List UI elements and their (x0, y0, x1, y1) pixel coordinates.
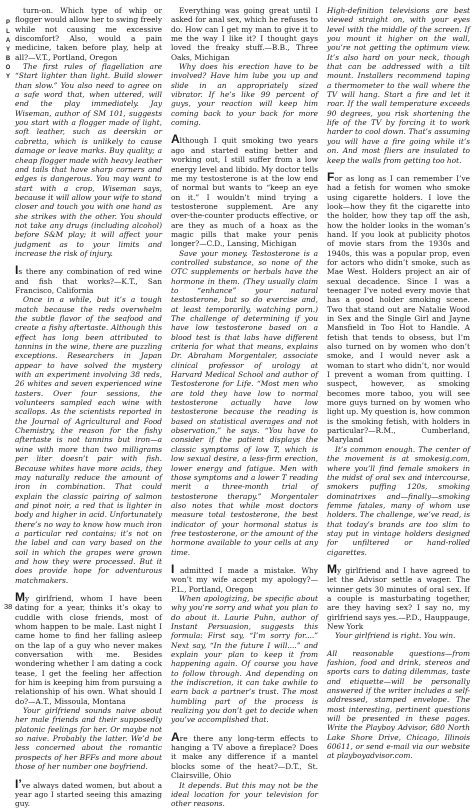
column-2 (171, 6, 318, 809)
answer-paragraph: Save your money. Testosterone is a controlled substance, so none of the OTC supplements or herbals have the hormone in them. (They usually claim to “enhance” your natural testosterone, but so do exercise and, at least temporarily, watching porn.) The challenge of determining if you have low testosterone based on a blood test is that labs have different criteria for what that means, explains Dr. Abraham Morgentaler, associate clinical professor of urology at Harvard Medical School and author of Testosterone for Life. “Most men who are told they have low to normal testosterone actually have low testosterone because the reading is based on statistical averages and not observation,” he says. “You have to consider if the patient displays the classic symptoms of low T, which is low sexual desire, a less-firm erection, lower energy and fatigue. Men with those symptoms and a lower T reading merit a three-month trial of testosterone therapy.” Morgentaler also notes that while most doctors measure total testosterone, the best indicator of your hormonal status is free testosterone, or the amount of the hormone available to your cells at any time. (171, 248, 318, 557)
answer-paragraph: High-definition televisions are best viewed straight on, with your eyes level with the middle of the screen. If you mount it higher on the wall, you’re not getting the optimum view. It’s also hard on your neck, though that can be addressed with a tilt mount. Installers recommend taping a thermometer to the wall where the TV will hang. Start a fire and let it roar. If the wall temperature exceeds 90 degrees, you risk shortening the life of the TV by forcing it to work harder to cool down. That’s assuming you will have a fire going while it’s on. And most fliers are insulated to keep the walls from getting too hot. (327, 6, 470, 165)
answer-paragraph: The first rules of flagellation are “Start lighter than light. Build slower than slow.” You also need to agree on a safe word that, when uttered, will end the play immediately. Jay Wiseman, author of SM 101, suggests you start with a flogger made of light, soft leather, such as deerskin or cabretta, which is unlikely to cause damage or leave marks. Buy quality; a cheap flogger made with heavy leather and tails that have sharp corners and edges is dangerous. You may want to start with a crop, Wiseman says, because it will allow your wife to stand closer and touch you with one hand as she strikes with the other. You should not take any drugs (including alcohol) before S&M play; it will affect your judgment as to your limits and increase the risk of injury. (15, 62, 162, 258)
question-paragraph: My girlfriend and I have agreed to let the Advisor settle a wager. The winner gets 30 minutes of oral sex. If a couple is masturbating together, are they having sex? I say no, my girlfriend says yes.—P.D., Hauppauge, New York (327, 561, 470, 631)
column-3 (327, 6, 470, 761)
page-number: 38 (4, 602, 13, 611)
answer-paragraph: It depends. But this may not be the ideal location for your television for other reasons. (171, 780, 318, 809)
answer-paragraph: Once in a while, but it’s a tough match because the reds overwhelm the subtle flavor of the seafood and create a fishy aftertaste. Although this effect has long been attributed to tannins in the wine, there are puzzling exceptions. Researchers in Japan appear to have solved the mystery with an experiment involving 38 reds, 26 whites and seven experienced wine tasters. Over four sessions, the volunteers sampled each wine with scallops. As the scientists reported in the Journal of Agricultural and Food Chemistry, the reason for the fishy aftertaste is not tannins but iron—a wine with more than two milligrams per liter doesn’t pair with fish. Because whites have more acids, they may naturally reduce the amount of iron in combination. That could explain the classic pairing of salmon and pinot noir, a red that is lighter in body and higher in acid. Unfortunately there’s no way to know how much iron a particular red contains; it’s not on the label and can vary based on the soil in which the grapes were grown and how they were processed. But it does provide hope for adventurous matchmakers. (15, 295, 162, 585)
question-paragraph: Everything was going great until I asked for anal sex, which he refuses to do. How can I get my man to give it to me the way I like it? I thought gays loved the freaky stuff.—B.B., Three Oaks, Michigan (171, 6, 318, 62)
answer-paragraph: Why does his erection have to be involved? Have him lube you up and slide in an appropriately sized vibrator. If he’s like 99 percent of guys, your reaction will keep him coming back to your back for more coming. (171, 62, 318, 128)
question-paragraph: turn-on. Which type of whip or flogger would allow her to swing freely while not causing me excessive discomfort? Also, would a pain medicine, taken before play, help at all?—V.T., Portland, Oregon (15, 6, 162, 62)
question-paragraph: Are there any long-term effects to hanging a TV above a fireplace? Does it make any difference if a mantel blocks some of the heat?—D.T., St. Clairsville, Ohio (171, 729, 318, 781)
question-paragraph: Is there any combination of red wine and fish that works?—K.T., San Francisco, California (15, 263, 162, 295)
answer-paragraph: Your girlfriend sounds naive about her male friends and their supposedly platonic feelings for her. Or maybe not so naive. Probably the latter. We’d be less concerned about the romantic prospects of her BFFs and more about those of her number one boyfriend. (15, 706, 162, 772)
column-1 (15, 6, 162, 809)
question-paragraph: I admitted I made a mistake. Why won’t my wife accept my apology?—P.L., Portland, Oregon (171, 561, 318, 594)
answer-paragraph: Your girlfriend is right. You win. (335, 631, 456, 641)
answer-paragraph: It’s common enough. The center of the movement is at smokesig.com, where you’ll find female smokers in the midst of oral sex and intercourse, smokers puffing 120s, smoking dominatrixes and—finally—smoking femme fatales, many of whom use holders. The challenge, we’ve read, is that today’s brands are too slim to stay put in vintage holders designed for unfiltered or hand-rolled cigarettes. (327, 444, 470, 557)
answer-paragraph: When apologizing, be specific about why you’re sorry and what you plan to do about it. Laurie Puhn, author of Instant Persuasion, suggests this formula: First say, “I’m sorry for....” Next say, “In the future I will....” and explain your plan to keep it from happening again. Of course you have to follow through. And depending on the indiscretion, it can take awhile to earn back a partner’s trust. The most humbling part of the process is realizing you don’t get to decide when you’ve accomplished that. (171, 593, 318, 725)
question-paragraph: My girlfriend, whom I have been dating for a year, thinks it’s okay to cuddle with close friends, most of whom happen to be male. Last night I came home to find her falling asleep on the lap of a guy who never makes conversation with me. Besides wondering whether I am dating a cock tease, I get the feeling her affection for him is keeping him from pursuing a relationship of his own. What should I do?—A.T., Missoula, Montana (15, 589, 162, 706)
question-paragraph: I’ve always dated women, but about a year ago I started seeing this amazing guy. (15, 776, 162, 809)
question-paragraph: Although I quit smoking two years ago and started eating better and working out, I still suffer from a low energy level and libido. My doctor tells me my testosterone is at the low end of normal but wants to “keep an eye on it.” I wouldn’t mind trying a testosterone supplement. Are any over-the-counter products effective, or are they as much of a hoax as the magic pills that make your penis longer?—C.D., Lansing, Michigan (171, 132, 318, 249)
question-paragraph: For as long as I can remember I’ve had a fetish for women who smoke using cigarette holders. I love the look—how they fit the cigarette into the holder, how they tap off the ash, how the holder looks in the woman’s hand. If you look at publicity photos of movie stars from the 1930s and 1940s, this was a popular prop, even for actors who didn’t smoke, such as Mae West. Holders project an air of sexual decadence. Since I was a teenager I’ve noted every movie that has a good holder smoking scene. Two that stand out are Natalie Wood in Sex and the Single Girl and Jayne Mansfield in Too Hot to Handle. A fetish that tends to obsess, but I’m also turned on by women who don’t smoke, and I would never ask a woman to start who didn’t, nor would I prevent a woman from quitting. I suspect, however, as smoking becomes more taboo, you will see more guys turned on by women who light up. My question is, how common is the smoking fetish, with holders in particular?—R.M., Cumberland, Maryland (327, 169, 470, 445)
answer-paragraph: All reasonable questions—from fashion, food and drink, stereos and sports cars to dating dilemmas, taste and etiquette—will be personally answered if the writer includes a self-addressed, stamped envelope. The most interesting, pertinent questions will be presented in these pages. Write the Playboy Advisor, 680 North Lake Shore Drive, Chicago, Illinois 60611, or send e-mail via our website at playboyadvisor.com. (327, 648, 470, 761)
magazine-side-label: PLAYBOY (5, 20, 11, 83)
